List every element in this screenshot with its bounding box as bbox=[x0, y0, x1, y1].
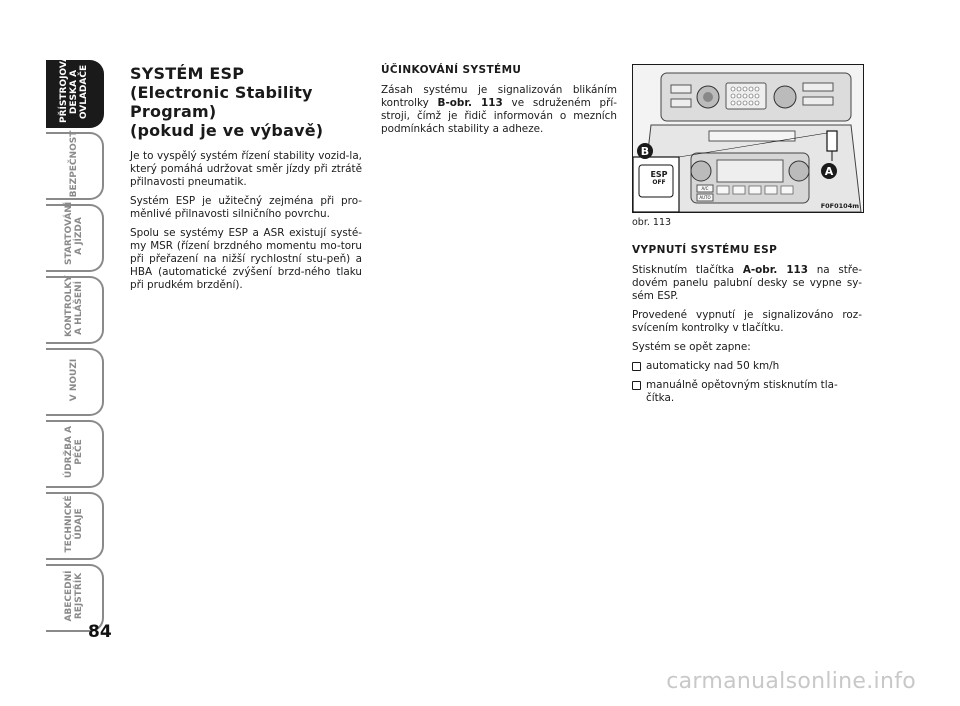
tab-label: STARTOVÁNÍ A JÍZDA bbox=[64, 201, 84, 265]
figure-caption: obr. 113 bbox=[632, 217, 672, 228]
list-item-text: automaticky nad 50 km/h bbox=[646, 360, 780, 372]
page-number: 84 bbox=[88, 622, 112, 642]
tab-bezpecnost[interactable] bbox=[46, 132, 106, 196]
title-line: (pokud je ve výbavě) bbox=[130, 121, 324, 140]
figure-reference: B-obr. 113 bbox=[437, 97, 503, 109]
paragraph: Provedené vypnutí je signalizováno roz-svícením kontrolky v tlačítku. bbox=[632, 309, 862, 334]
title-line: (Electronic Stability bbox=[130, 83, 313, 102]
column-esp-off bbox=[632, 64, 862, 411]
watermark: carmanualsonline.info bbox=[666, 669, 916, 694]
tab-abecedni-rejstrik[interactable] bbox=[46, 564, 106, 628]
paragraph: Systém se opět zapne: bbox=[632, 341, 751, 353]
tab-kontrolky[interactable] bbox=[46, 276, 106, 340]
tab-label: ABECEDNÍ REJSTŘÍK bbox=[64, 570, 84, 622]
text-run: ve sdruženém pří-stroji, čímž je řidič informován o mezních podmínkách stability a adheze. bbox=[381, 97, 617, 135]
auto-button-label: AUTO bbox=[699, 195, 711, 200]
off-label: OFF bbox=[652, 179, 666, 186]
tab-label: PŘÍSTROJOVÁ DESKA A OVLADAČE bbox=[59, 54, 89, 123]
text-run: na stře-dovém panelu palubní desky se vypne sy-sém ESP. bbox=[632, 264, 862, 302]
tab-pristrojova-deska[interactable] bbox=[46, 54, 106, 124]
tab-startovani[interactable] bbox=[46, 201, 106, 268]
title-line: SYSTÉM ESP bbox=[130, 64, 245, 83]
section-heading: ÚČINKOVÁNÍ SYSTÉMU bbox=[381, 64, 522, 76]
esp-label: ESP bbox=[650, 170, 668, 179]
figure-caption-row bbox=[632, 217, 862, 228]
checkbox-bullet-icon bbox=[632, 381, 641, 390]
ac-button-label: A/C bbox=[701, 186, 709, 191]
tab-v-nouzi[interactable] bbox=[46, 348, 106, 412]
list-item bbox=[632, 360, 862, 373]
section-heading: VYPNUTÍ SYSTÉMU ESP bbox=[632, 244, 778, 256]
bullet-list bbox=[632, 360, 862, 405]
paragraph: Spolu se systémy ESP a ASR existují systé-my MSR (řízení brzdného momentu mo-toru při přeřazení na nižší rychlostní stu-peň) a HBA (automatické zvýšení brzd-ného tlaku při prudkém brzdění). bbox=[130, 227, 362, 291]
tab-label: V NOUZI bbox=[69, 358, 79, 402]
paragraph: Je to vyspělý systém řízení stability vozid-la, který pomáhá udržovat směr jízdy při ztrátě přilnavosti pneumatik. bbox=[130, 150, 362, 188]
title-line: Program) bbox=[130, 102, 217, 121]
list-item-text: manuálně opětovným stisknutím tla-čítka. bbox=[646, 379, 838, 404]
text-run: Zásah systému je signalizován blikáním kontrolky bbox=[381, 84, 617, 109]
tab-technicke-udaje[interactable] bbox=[46, 492, 106, 556]
esp-off-button bbox=[647, 171, 671, 187]
column-system-function bbox=[381, 64, 617, 142]
checkbox-bullet-icon bbox=[632, 362, 641, 371]
dashboard-illustration bbox=[633, 65, 863, 212]
tab-label: ÚDRŽBA A PÉČE bbox=[64, 425, 84, 479]
column-esp-intro bbox=[130, 64, 362, 298]
figure-reference: A-obr. 113 bbox=[742, 264, 809, 276]
tab-udrzba[interactable] bbox=[46, 420, 106, 484]
paragraph bbox=[632, 264, 862, 303]
paragraph bbox=[381, 84, 617, 136]
label-a: A bbox=[824, 165, 834, 178]
tab-label: TECHNICKÉ ÚDAJE bbox=[64, 495, 84, 553]
figure-code: F0F0104m bbox=[820, 202, 859, 210]
label-b: B bbox=[640, 145, 650, 158]
tab-label: BEZPEČNOST bbox=[69, 130, 79, 198]
dashboard-figure bbox=[632, 64, 864, 213]
list-item bbox=[632, 379, 862, 405]
tab-label: KONTROLKY A HLÁŠENÍ bbox=[64, 275, 84, 337]
text-run: Stisknutím tlačítka bbox=[632, 264, 743, 276]
paragraph: Systém ESP je užitečný zejména při pro-měnlivé přilnavosti silničního povrchu. bbox=[130, 195, 362, 220]
page-title bbox=[130, 64, 362, 140]
